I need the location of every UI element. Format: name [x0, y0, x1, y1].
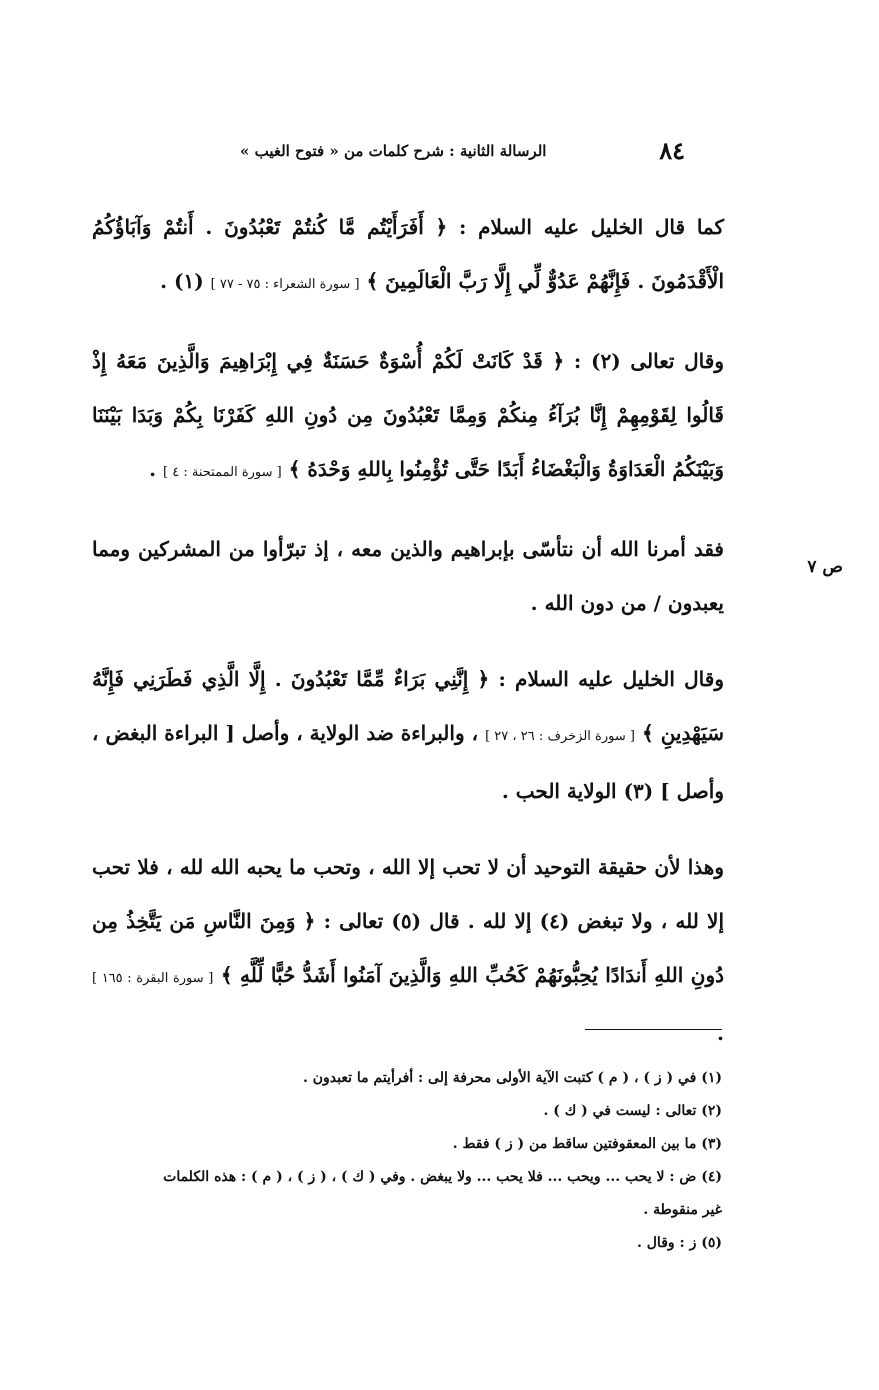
page-number: ٨٤ — [659, 136, 685, 165]
footnote-divider — [585, 1029, 722, 1030]
paragraph-text: كما قال الخليل عليه السلام : ﴿ أَفَرَأَيْتُم مَّا كُنتُمْ تَعْبُدُونَ . أَنتُمْ وَآبَاؤُكُمُ الْأَقْدَمُونَ . فَإِنَّهُمْ عَدُوٌّ لِّي إِلَّا رَبَّ الْعَالَمِينَ ﴾ — [92, 215, 725, 293]
footnotes — [160, 1062, 722, 1260]
main-text — [92, 200, 724, 1082]
paragraph — [92, 200, 724, 312]
paragraph — [92, 840, 724, 1060]
footnote: (٣) ما بين المعقوفتين ساقط من ( ز ) فقط . — [452, 1136, 722, 1152]
footnote: (٥) ز : وقال . — [637, 1235, 722, 1251]
footnote: (٢) تعالى : ليست في ( ك ) . — [543, 1103, 722, 1119]
paragraph — [92, 652, 724, 818]
footnote: (٤) ض : لا يحب ... ويحب ... فلا يحب ... ولا يبغض . وفي ( ك ) ، ( ز ) ، ( م ) : هذه الكلمات غير منقوطة . — [163, 1169, 722, 1218]
paragraph-text: وقال تعالى (٢) : ﴿ قَدْ كَانَتْ لَكُمْ أُسْوَةٌ حَسَنَةٌ فِي إِبْرَاهِيمَ وَالَّذِينَ مَعَهُ إِذْ قَالُوا لِقَوْمِهِمْ إِنَّا بُرَآءُ مِنكُمْ وَمِمَّا تَعْبُدُونَ مِن دُونِ اللهِ كَفَرْنَا بِكُمْ وَبَدَا بَيْنَنَا وَبَيْنَكُمُ الْعَدَاوَةُ وَالْبَغْضَاءُ أَبَدًا حَتَّى تُؤْمِنُوا بِاللهِ وَحْدَهُ ﴾ — [92, 349, 724, 481]
footnote: (١) في ( ز ) ، ( م ) كتبت الآية الأولى محرفة إلى : أفرأيتم ما تعبدون . — [302, 1070, 722, 1086]
running-title: الرسالة الثانية : شرح كلمات من « فتوح الغيب » — [240, 142, 547, 160]
quran-reference: [ سورة الممتحنة : ٤ ] — [163, 465, 282, 480]
page-header — [240, 136, 685, 172]
paragraph-text: وقال الخليل عليه السلام : ﴿ إِنَّنِي بَرَاءٌ مِّمَّا تَعْبُدُونَ . إِلَّا الَّذِي فَطَرَنِي فَإِنَّهُ سَيَهْدِينِ ﴾ — [92, 667, 725, 745]
manuscript-page-marker: ص ٧ — [807, 557, 843, 577]
paragraph-tail: ، والبراءة ضد الولاية ، وأصل [ البراءة البغض ، وأصل ] (٣) الولاية الحب . — [92, 721, 724, 803]
quran-reference: [ سورة البقرة : ١٦٥ ] — [92, 971, 214, 986]
paragraph-text: وهذا لأن حقيقة التوحيد أن لا تحب إلا الله ، وتحب ما يحبه الله لله ، فلا تحب إلا لله ، ولا تبغض (٤) إلا لله . قال (٥) تعالى : ﴿ وَمِنَ النَّاسِ مَن يَتَّخِذُ مِن دُونِ اللهِ أَندَادًا يُحِبُّونَهُمْ كَحُبِّ اللهِ وَالَّذِينَ آمَنُوا أَشَدُّ حُبًّا لِّلَّهِ ﴾ — [92, 855, 725, 987]
quran-reference: [ سورة الزخرف : ٢٦ ، ٢٧ ] — [485, 729, 635, 744]
paragraph-tail: . — [717, 1021, 724, 1045]
paragraph — [92, 522, 724, 630]
quran-reference: [ سورة الشعراء : ٧٥ - ٧٧ ] — [210, 277, 360, 292]
paragraph-text: فقد أمرنا الله أن نتأسّى بإبراهيم والذين معه ، إذ تبرّأوا من المشركين ومما يعبدون / من دون الله . — [92, 537, 724, 615]
paragraph — [92, 334, 724, 500]
paragraph-tail: (١) . — [160, 269, 204, 293]
paragraph-tail: . — [149, 457, 157, 481]
